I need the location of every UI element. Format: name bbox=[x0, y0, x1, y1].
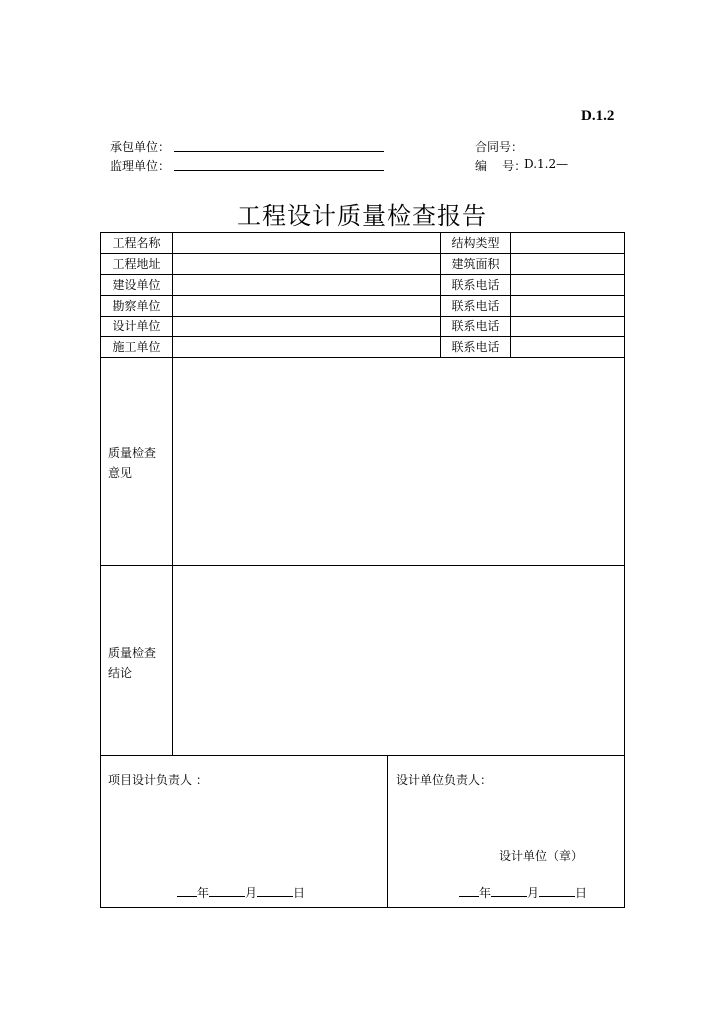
signature-divider bbox=[387, 755, 388, 907]
month-blank[interactable] bbox=[209, 885, 245, 897]
contract-no-label: 合同号： bbox=[475, 140, 524, 154]
label-design-unit: 设计单位 bbox=[112, 319, 161, 333]
day-blank[interactable] bbox=[539, 885, 575, 897]
supervisor-label: 监理单位： bbox=[110, 159, 171, 173]
contractor-underline[interactable] bbox=[174, 151, 384, 152]
document-code: D.1.2 bbox=[581, 108, 615, 124]
opinion-label-line1: 质量检查 bbox=[108, 446, 157, 460]
right-value-fields[interactable] bbox=[511, 233, 624, 357]
contractor-label: 承包单位： bbox=[110, 140, 171, 154]
section-divider bbox=[101, 755, 624, 756]
year-blank[interactable] bbox=[459, 885, 479, 897]
year-label: 年 bbox=[197, 886, 210, 900]
left-value-fields[interactable] bbox=[173, 233, 440, 357]
label-contact-phone: 联系电话 bbox=[451, 278, 500, 292]
label-contact-phone: 联系电话 bbox=[451, 319, 500, 333]
project-design-lead-label: 项目设计负责人 ： bbox=[108, 773, 208, 787]
month-blank[interactable] bbox=[491, 885, 527, 897]
label-owner-unit: 建设单位 bbox=[112, 278, 161, 292]
day-label: 日 bbox=[575, 886, 588, 900]
day-blank[interactable] bbox=[257, 885, 293, 897]
opinion-label-line2: 意见 bbox=[108, 466, 133, 480]
report-form bbox=[100, 232, 625, 908]
right-date[interactable] bbox=[459, 884, 587, 901]
year-label: 年 bbox=[479, 886, 492, 900]
label-building-area: 建筑面积 bbox=[451, 257, 500, 271]
page-title: 工程设计质量检查报告 bbox=[237, 202, 487, 230]
serial-label: 编 号： bbox=[475, 159, 527, 173]
supervisor-underline[interactable] bbox=[174, 170, 384, 171]
conclusion-label-line1: 质量检查 bbox=[108, 646, 157, 660]
label-project-name: 工程名称 bbox=[112, 236, 161, 250]
conclusion-textarea[interactable] bbox=[173, 566, 624, 755]
design-unit-stamp-label: 设计单位（章） bbox=[499, 849, 584, 863]
opinion-textarea[interactable] bbox=[173, 358, 624, 565]
day-label: 日 bbox=[293, 886, 306, 900]
month-label: 月 bbox=[245, 886, 258, 900]
month-label: 月 bbox=[527, 886, 540, 900]
label-contact-phone: 联系电话 bbox=[451, 340, 500, 354]
design-unit-lead-label: 设计单位负责人： bbox=[396, 773, 493, 787]
label-survey-unit: 勘察单位 bbox=[112, 299, 161, 313]
label-project-address: 工程地址 bbox=[112, 257, 161, 271]
year-blank[interactable] bbox=[177, 885, 197, 897]
conclusion-label-line2: 结论 bbox=[108, 666, 133, 680]
serial-value: D.1.2— bbox=[524, 157, 569, 171]
left-date[interactable] bbox=[177, 884, 305, 901]
label-contact-phone: 联系电话 bbox=[451, 299, 500, 313]
label-structure-type: 结构类型 bbox=[451, 236, 500, 250]
label-construction-unit: 施工单位 bbox=[112, 340, 161, 354]
